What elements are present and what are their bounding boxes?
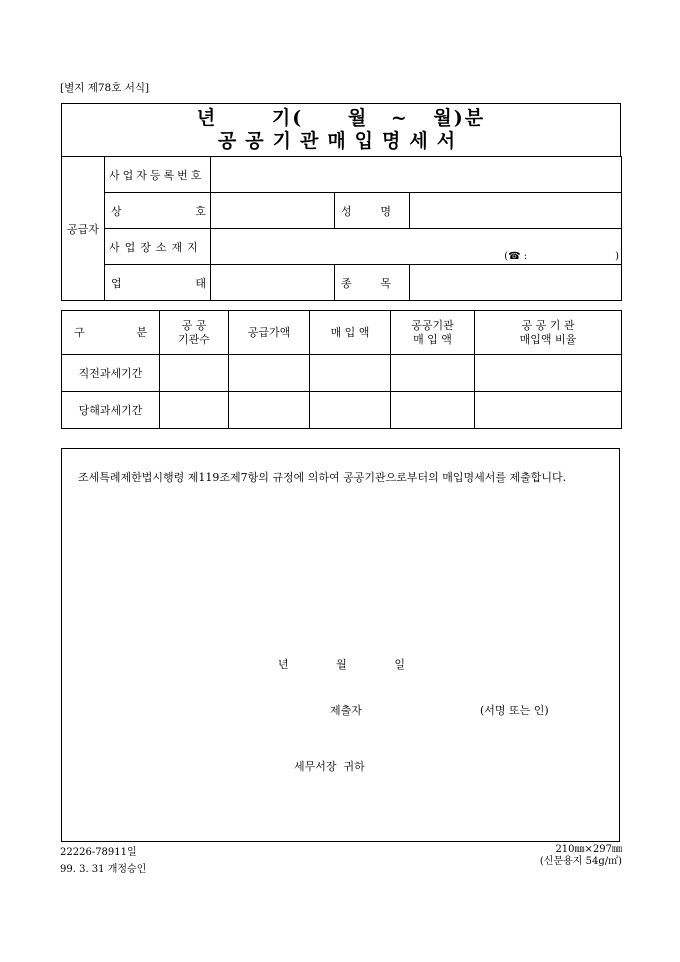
address-field[interactable] <box>211 229 622 265</box>
statement-text: 조세특례제한법시행령 제119조제7항의 규정에 의하여 공공기관으로부터의 매입명세서를 제출합니다. <box>78 471 567 484</box>
submitter-label: 제출자 <box>330 704 362 717</box>
title-year: 년 <box>196 107 218 129</box>
header-agency-count-1: 공 공 <box>181 318 207 332</box>
header-agency-purchase-2: 매 입 액 <box>413 332 452 346</box>
business-type-label <box>105 265 211 301</box>
trade-name-label <box>105 193 211 229</box>
table-row <box>62 392 622 429</box>
trade-name-label-2: 호 <box>195 204 206 218</box>
phone-close: ) <box>615 251 620 262</box>
trade-name-label-1: 상 <box>111 204 122 218</box>
supplier-group-label: 공급자 <box>62 157 105 301</box>
name-field[interactable] <box>410 193 622 229</box>
item-label-1: 종 <box>341 276 352 290</box>
reg-no-field[interactable] <box>211 157 622 193</box>
phone-field[interactable] <box>504 251 619 262</box>
header-category <box>62 311 160 355</box>
approval-date: 99. 3. 31 개정승인 <box>60 864 147 875</box>
footer-left <box>60 844 146 878</box>
date-day: 일 <box>394 658 405 671</box>
name-label-2: 명 <box>380 204 391 218</box>
row-label-previous: 직전과세기간 <box>62 355 160 392</box>
business-type-field[interactable] <box>211 265 335 301</box>
title-month-end: 월)분 <box>433 107 486 129</box>
date-month: 월 <box>336 658 347 671</box>
row-label-current: 당해과세기간 <box>62 392 160 429</box>
cell-input[interactable] <box>229 392 310 429</box>
header-supply-value: 공급가액 <box>229 311 310 355</box>
item-label-2: 목 <box>380 276 391 290</box>
cell-input[interactable] <box>391 392 475 429</box>
purchase-table <box>61 310 622 429</box>
address-label: 사업장소재지 <box>105 229 211 265</box>
paper-size: 210㎜×297㎜ <box>555 844 622 855</box>
cell-input[interactable] <box>475 355 622 392</box>
form-id: [별지 제78호 서식] <box>60 82 150 94</box>
item-label <box>335 265 410 301</box>
header-agency-purchase-1: 공공기관 <box>411 318 454 332</box>
business-type-label-1: 업 <box>111 276 122 290</box>
signature-label: (서명 또는 인) <box>480 704 549 717</box>
trade-name-field[interactable] <box>211 193 335 229</box>
cell-input[interactable] <box>160 392 229 429</box>
header-category-2: 분 <box>136 325 147 339</box>
title-period <box>62 107 620 129</box>
addressee: 세무서장 귀하 <box>294 760 365 773</box>
phone-label: (☎ : <box>504 251 528 262</box>
title-period-open: 기( <box>271 107 304 129</box>
header-agency-count <box>160 311 229 355</box>
cell-input[interactable] <box>475 392 622 429</box>
date-line <box>62 656 621 672</box>
statement-box <box>61 448 620 842</box>
header-purchase-amount: 매 입 액 <box>310 311 391 355</box>
cell-input[interactable] <box>310 392 391 429</box>
cell-input[interactable] <box>310 355 391 392</box>
item-field[interactable] <box>410 265 622 301</box>
header-agency-ratio <box>475 311 622 355</box>
header-agency-purchase <box>391 311 475 355</box>
cell-input[interactable] <box>160 355 229 392</box>
reg-no-label: 사업자등록번호 <box>105 157 211 193</box>
date-year: 년 <box>278 658 289 671</box>
table-row <box>62 355 622 392</box>
form-code: 22226-78911일 <box>60 847 137 858</box>
cell-input[interactable] <box>229 355 310 392</box>
footer-right <box>500 844 622 868</box>
cell-input[interactable] <box>391 355 475 392</box>
title-tilde: ~ <box>390 107 409 129</box>
name-label <box>335 193 410 229</box>
header-category-1: 구 <box>74 325 85 339</box>
supplier-table <box>61 156 622 301</box>
title-month-start: 월 <box>347 107 369 129</box>
title-block <box>61 103 621 157</box>
business-type-label-2: 태 <box>195 276 206 290</box>
page-title: 공공기관매입명세서 <box>217 130 465 152</box>
paper-type: (신문용지 54g/㎡) <box>539 856 622 867</box>
header-agency-count-2: 기관수 <box>178 332 210 346</box>
header-agency-ratio-1: 공 공 기 관 <box>521 318 575 332</box>
header-agency-ratio-2: 매입액 비율 <box>519 332 577 346</box>
name-label-1: 성 <box>341 204 352 218</box>
